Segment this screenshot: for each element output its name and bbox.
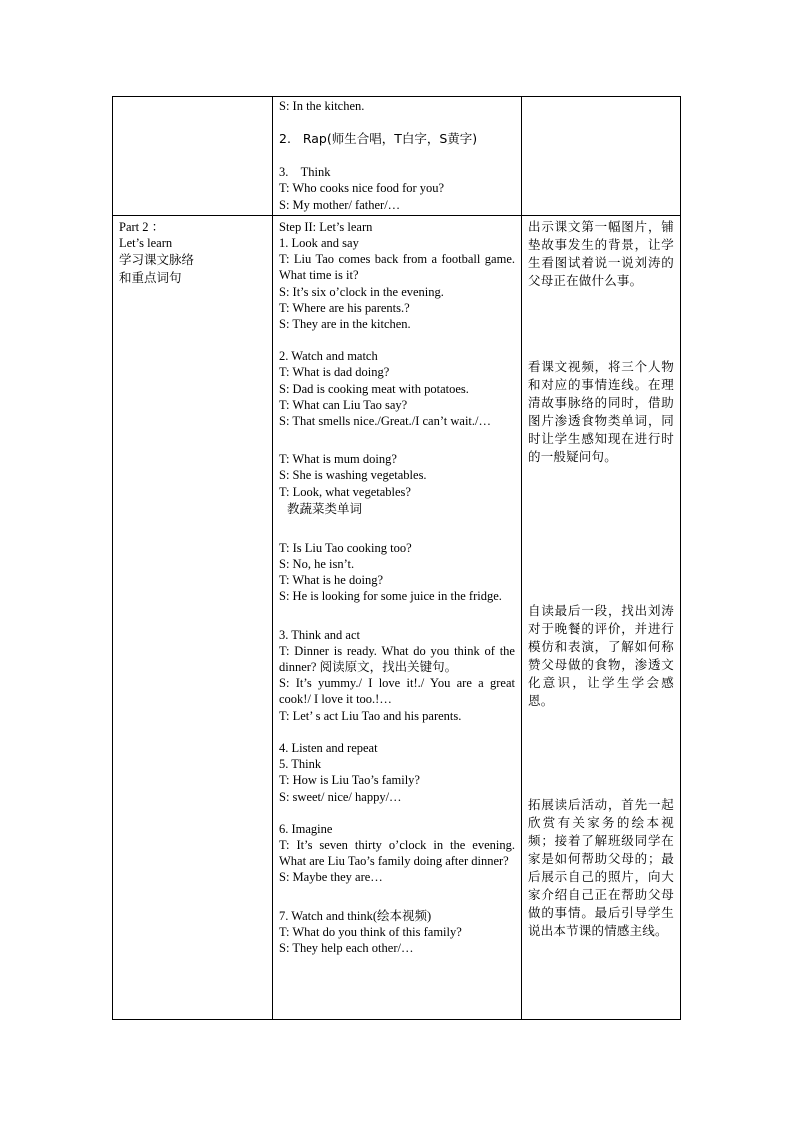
text-line: T: What is he doing? [279, 573, 383, 588]
table-row [113, 215, 681, 1019]
text-line: T: How is Liu Tao’s family? [279, 773, 420, 788]
text-line: S: In the kitchen. [279, 99, 365, 113]
text-line: 3. Think [279, 165, 331, 180]
procedure-cell [273, 97, 522, 216]
text-line: T: What can Liu Tao say? [279, 397, 408, 412]
part-cell [113, 215, 273, 1019]
text-line: S: No, he isn’t. [279, 557, 355, 572]
text-line: T: Liu Tao comes back from a football game. What time is it? [279, 252, 515, 283]
table-row [113, 97, 681, 216]
part-subtitle: 学习课文脉络 [119, 252, 195, 268]
teaching-note: 看课文视频，将三个人物和对应的事情连线。在理清故事脉络的同时，借助图片渗透食物类单词，同时让学生感知现在进行时的一般疑问句。 [528, 358, 674, 464]
note-cell [522, 97, 681, 216]
text-line: 7. Watch and think(绘本视频) [279, 908, 432, 923]
step-heading: Step II: Let’s learn [279, 219, 373, 234]
part-cell [113, 97, 273, 216]
text-line: T: Dinner is ready. What do you think of the dinner? 阅读原文，找出关键句。 [279, 643, 515, 675]
text-line: S: Dad is cooking meat with potatoes. [279, 381, 469, 396]
part-subtitle: Let’s learn [119, 236, 173, 251]
text-line: 6. Imagine [279, 821, 333, 836]
text-line: T: Who cooks nice food for you? [279, 181, 445, 196]
text-line: S: They are in the kitchen. [279, 317, 411, 332]
text-line: T: Let’ s act Liu Tao and his parents. [279, 708, 462, 723]
text-line: T: What do you think of this family? [279, 924, 462, 939]
text-line: 5. Think [279, 757, 322, 772]
text-line: 3. Think and act [279, 627, 360, 642]
text-line: 2. Watch and match [279, 349, 378, 364]
lesson-plan-table [112, 96, 681, 1020]
teaching-note: 自读最后一段，找出刘涛对于晚餐的评价，并进行模仿和表演，了解如何称赞父母做的食物，渗透文化意识，让学生学会感恩。 [528, 602, 674, 708]
text-line: S: She is washing vegetables. [279, 468, 427, 483]
text-line: T: Look, what vegetables? [279, 484, 411, 499]
text-line: S: They help each other/… [279, 940, 414, 955]
text-line: T: It’s seven thirty o’clock in the evening. What are Liu Tao’s family doing after dinner? [279, 837, 515, 869]
text-line: S: sweet/ nice/ happy/… [279, 789, 402, 804]
text-line: S: That smells nice./Great./I can’t wait./… [279, 414, 491, 429]
part-subtitle: 和重点词句 [119, 270, 182, 286]
text-line: S: He is looking for some juice in the fridge. [279, 589, 502, 604]
text-line: S: Maybe they are… [279, 870, 383, 885]
part-title: Part 2 ： [119, 219, 165, 234]
text-line: 2. Rap(师生合唱，T白字，S黄字) [279, 131, 478, 147]
text-line: 1. Look and say [279, 236, 359, 251]
text-line: T: What is mum doing? [279, 452, 397, 467]
text-line: 教蔬菜类单词 [279, 500, 362, 516]
text-line: T: What is dad doing? [279, 365, 390, 380]
text-line: S: It’s six o’clock in the evening. [279, 284, 444, 299]
text-line: T: Where are his parents.? [279, 300, 410, 315]
teaching-note: 拓展读后活动，首先一起欣赏有关家务的绘本视频；接着了解班级同学在家是如何帮助父母的；最后展示自己的照片，向大家介绍自己正在帮助父母做的事情。最后引导学生说出本节课的情感主线。 [528, 796, 674, 938]
text-line: 4. Listen and repeat [279, 740, 378, 755]
text-line: S: My mother/ father/… [279, 197, 401, 212]
text-line: S: It’s yummy./ I love it!./ You are a great cook!/ I love it too.!… [279, 676, 515, 707]
teaching-note: 出示课文第一幅图片，铺垫故事发生的背景，让学生看图试着说一说刘涛的父母正在做什么事。 [528, 218, 674, 288]
text-line: T: Is Liu Tao cooking too? [279, 540, 412, 555]
note-cell [522, 215, 681, 1019]
procedure-cell [273, 215, 522, 1019]
